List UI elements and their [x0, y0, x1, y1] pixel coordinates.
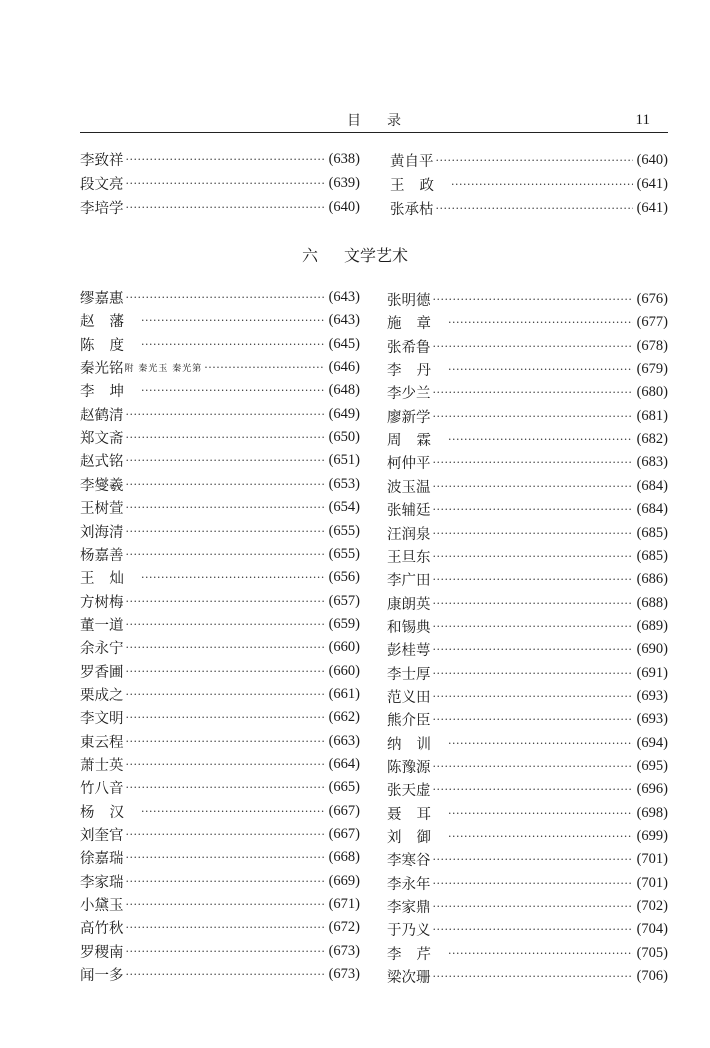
entry-name: 杨汉 — [80, 804, 139, 821]
toc-entry — [387, 522, 668, 545]
entry-page: (702) — [636, 898, 668, 915]
dot-leader — [204, 361, 324, 374]
entry-name: 张辅廷 — [387, 503, 431, 520]
dot-leader — [433, 690, 633, 703]
toc-entry — [80, 379, 360, 402]
entry-page: (656) — [328, 569, 360, 586]
dot-leader — [433, 480, 633, 493]
entry-name: 余永宁 — [80, 641, 124, 658]
entry-page: (655) — [328, 545, 360, 562]
entry-name: 范义田 — [387, 689, 431, 706]
toc-entry — [387, 475, 668, 498]
toc-entry — [80, 963, 360, 986]
entry-page: (661) — [328, 685, 360, 702]
dot-leader — [126, 201, 325, 214]
toc-entry — [387, 568, 668, 591]
entry-page: (667) — [328, 826, 360, 843]
entry-name: 张天虚 — [387, 783, 431, 800]
entry-page: (684) — [636, 501, 668, 518]
entry-page: (645) — [328, 335, 360, 352]
toc-entry — [387, 545, 668, 568]
toc-entry — [80, 940, 360, 963]
entry-page: (665) — [328, 779, 360, 796]
dot-leader — [433, 760, 633, 773]
entry-name: 陈豫源 — [387, 760, 431, 776]
entry-page: (695) — [636, 758, 668, 774]
dot-leader — [126, 945, 325, 958]
entry-page: (706) — [636, 968, 668, 985]
toc-entry — [387, 405, 668, 428]
entry-name: 栗成之 — [80, 687, 124, 704]
toc-entry — [387, 942, 668, 965]
entry-page: (685) — [636, 547, 668, 564]
dot-leader — [126, 968, 325, 981]
dot-leader — [433, 900, 633, 913]
entry-name: 李坤 — [80, 384, 139, 401]
toc-entry — [80, 496, 360, 519]
entry-name: 郑文斋 — [80, 431, 124, 448]
toc-entry — [80, 636, 360, 659]
entry-name: 王树萱 — [80, 501, 124, 518]
entry-page: (673) — [328, 942, 360, 959]
toc-entry — [387, 708, 668, 731]
entry-name: 黄自平 — [390, 154, 434, 170]
entry-name: 小黛玉 — [80, 898, 124, 915]
entry-name: 李永年 — [387, 876, 431, 893]
entry-name: 徐嘉瑞 — [80, 851, 124, 868]
toc-entry — [80, 426, 360, 449]
entry-name: 李培学 — [80, 201, 124, 217]
toc-entry — [387, 381, 668, 404]
dot-leader — [141, 314, 325, 327]
toc-entry — [80, 543, 360, 566]
entry-name: 李少兰 — [387, 386, 431, 403]
entry-name: 梁次珊 — [387, 970, 431, 987]
entry-name: 李家瑞 — [80, 874, 124, 891]
entry-name: 李广田 — [387, 573, 431, 590]
entry-page: (680) — [636, 384, 668, 401]
entry-name: 東云程 — [80, 734, 124, 751]
entry-name: 陈度 — [80, 337, 139, 354]
entry-page: (660) — [328, 639, 360, 656]
entry-name: 李寒谷 — [387, 853, 431, 870]
dot-leader — [433, 386, 633, 399]
entry-page: (663) — [328, 732, 360, 749]
page-number: 11 — [635, 112, 650, 128]
dot-leader — [126, 454, 325, 467]
dot-leader — [433, 573, 633, 586]
dot-leader — [433, 456, 633, 469]
entry-name: 柯仲平 — [387, 456, 431, 473]
entry-name: 李文明 — [80, 711, 124, 728]
entry-name: 高竹秋 — [80, 921, 124, 938]
dot-leader — [433, 550, 633, 563]
entry-name: 董一道 — [80, 617, 124, 634]
toc-entry — [80, 660, 360, 683]
dot-leader — [433, 970, 633, 983]
entry-page: (694) — [636, 734, 668, 751]
entry-page: (684) — [636, 477, 668, 494]
entry-name: 波玉温 — [387, 479, 431, 496]
toc-entry — [80, 172, 360, 195]
entry-name: 赵式铭 — [80, 454, 124, 471]
entry-page: (650) — [328, 429, 360, 446]
entry-name: 李燮羲 — [80, 477, 124, 494]
dot-leader — [141, 805, 325, 818]
toc-entry — [80, 823, 360, 846]
toc-entry — [80, 916, 360, 939]
toc-entry — [387, 872, 668, 895]
dot-leader — [448, 363, 633, 376]
dot-leader — [141, 384, 325, 397]
toc-entry — [80, 800, 360, 823]
entry-page: (641) — [636, 176, 668, 192]
entry-page: (696) — [636, 781, 668, 798]
dot-leader — [126, 595, 325, 608]
dot-leader — [141, 571, 325, 584]
entry-page: (681) — [636, 407, 668, 424]
dot-leader — [141, 338, 325, 351]
entry-name: 张明德 — [387, 293, 431, 309]
dot-leader — [448, 737, 633, 750]
dot-leader — [433, 597, 633, 610]
dot-leader — [126, 291, 325, 304]
dot-leader — [433, 877, 633, 890]
entry-name: 廖新学 — [387, 409, 431, 426]
toc-entry — [80, 148, 360, 171]
dot-leader — [126, 875, 325, 888]
entry-name: 罗香圃 — [80, 664, 124, 681]
entry-name: 秦光铭 — [80, 361, 124, 378]
toc-entry — [80, 520, 360, 543]
dot-leader — [433, 620, 633, 633]
toc-entry — [387, 358, 668, 381]
entry-name: 张承枯 — [390, 202, 434, 218]
toc-entry — [80, 356, 360, 379]
entry-name: 李士厚 — [387, 666, 431, 683]
toc-entry — [387, 311, 668, 334]
toc-entry — [387, 662, 668, 685]
toc-entry — [80, 893, 360, 916]
dot-leader — [126, 618, 325, 631]
toc-entry — [387, 778, 668, 801]
toc-entry — [387, 825, 668, 848]
toc-entry — [387, 965, 668, 988]
entry-page: (676) — [636, 291, 668, 307]
toc-entry — [387, 918, 668, 941]
dot-leader — [126, 781, 325, 794]
dot-leader — [448, 830, 633, 843]
dot-leader — [126, 735, 325, 748]
toc-entry — [387, 895, 668, 918]
toc-entry — [80, 730, 360, 753]
entry-name: 缪嘉惠 — [80, 291, 124, 307]
toc-entry — [80, 613, 360, 636]
entry-page: (651) — [328, 452, 360, 469]
toc-entry — [387, 288, 668, 311]
toc-entry — [390, 197, 668, 220]
section-number: 六 — [301, 246, 318, 265]
entry-name: 赵藩 — [80, 314, 139, 331]
entry-page: (640) — [328, 199, 360, 215]
entry-page: (673) — [328, 966, 360, 983]
entry-name: 闻一多 — [80, 968, 124, 985]
entry-name: 李丹 — [387, 363, 446, 380]
entry-name: 王灿 — [80, 571, 139, 588]
toc-entry — [80, 753, 360, 776]
dot-leader — [126, 641, 325, 654]
toc-entry — [80, 473, 360, 496]
entry-page: (677) — [636, 314, 668, 331]
toc-entry — [387, 685, 668, 708]
dot-leader — [126, 711, 325, 724]
entry-page: (671) — [328, 896, 360, 913]
entry-page: (688) — [636, 594, 668, 611]
header-title: 目录 — [347, 113, 427, 129]
entry-page: (662) — [328, 709, 360, 726]
entry-name: 竹八音 — [80, 781, 124, 798]
entry-page: (659) — [328, 615, 360, 632]
entry-page: (655) — [328, 522, 360, 539]
dot-leader — [126, 898, 325, 911]
entry-name: 于乃义 — [387, 923, 431, 940]
entry-attached-names: 附 秦光玉 秦光第 — [124, 364, 203, 375]
entry-name: 施章 — [387, 316, 446, 333]
toc-entry — [80, 196, 360, 219]
dot-leader — [448, 947, 633, 960]
toc-entry — [387, 755, 668, 778]
entry-page: (698) — [636, 804, 668, 821]
entry-name: 方树梅 — [80, 594, 124, 611]
dot-leader — [436, 154, 633, 167]
dot-leader — [126, 665, 325, 678]
entry-page: (701) — [636, 874, 668, 891]
dot-leader — [433, 527, 633, 540]
dot-leader — [448, 316, 633, 329]
toc-entry — [387, 848, 668, 871]
dot-leader — [126, 153, 325, 166]
entry-page: (668) — [328, 849, 360, 866]
entry-page: (705) — [636, 944, 668, 961]
toc-entry — [80, 309, 360, 332]
dot-leader — [448, 433, 633, 446]
toc-entry — [80, 706, 360, 729]
entry-page: (648) — [328, 382, 360, 399]
dot-leader — [126, 828, 325, 841]
toc-entry — [387, 732, 668, 755]
dot-leader — [433, 293, 633, 306]
entry-name: 赵鹤清 — [80, 407, 124, 424]
toc-entry — [80, 566, 360, 589]
entry-page: (704) — [636, 921, 668, 938]
entry-name: 刘御 — [387, 830, 446, 847]
entry-name: 张希鲁 — [387, 339, 431, 356]
dot-leader — [126, 758, 325, 771]
dot-leader — [433, 783, 633, 796]
toc-entry — [80, 333, 360, 356]
entry-page: (667) — [328, 802, 360, 819]
dot-leader — [126, 921, 325, 934]
entry-name: 聂耳 — [387, 806, 446, 823]
dot-leader — [126, 478, 325, 491]
toc-entry — [80, 870, 360, 893]
toc-entry — [80, 449, 360, 472]
entry-name: 康朗英 — [387, 596, 431, 613]
toc-entry — [80, 403, 360, 426]
entry-name: 刘海清 — [80, 524, 124, 541]
entry-page: (679) — [636, 361, 668, 378]
toc-entry — [387, 335, 668, 358]
dot-leader — [433, 667, 633, 680]
toc-entry — [80, 286, 360, 309]
dot-leader — [436, 202, 633, 215]
toc-entry — [80, 590, 360, 613]
entry-page: (689) — [636, 617, 668, 634]
dot-leader — [126, 548, 325, 561]
entry-page: (638) — [328, 151, 360, 167]
section-heading — [0, 243, 710, 266]
entry-name: 刘奎官 — [80, 828, 124, 845]
toc-entry — [387, 615, 668, 638]
entry-name: 汪润泉 — [387, 526, 431, 543]
entry-page: (699) — [636, 828, 668, 845]
entry-name: 李致祥 — [80, 153, 124, 169]
dot-leader — [126, 501, 325, 514]
entry-page: (664) — [328, 756, 360, 772]
entry-name: 熊介臣 — [387, 713, 431, 730]
entry-name: 萧士英 — [80, 758, 124, 774]
entry-name: 段文亮 — [80, 177, 124, 193]
entry-page: (672) — [328, 919, 360, 936]
toc-entry — [387, 592, 668, 615]
entry-name: 李家鼎 — [387, 900, 431, 917]
toc-entry — [80, 846, 360, 869]
toc-entry — [390, 173, 668, 196]
entry-page: (683) — [636, 454, 668, 471]
dot-leader — [126, 177, 325, 190]
dot-leader — [451, 178, 633, 191]
entry-name: 罗稷南 — [80, 944, 124, 961]
dot-leader — [126, 408, 325, 421]
toc-entry — [80, 683, 360, 706]
dot-leader — [126, 431, 325, 444]
dot-leader — [433, 713, 633, 726]
entry-page: (693) — [636, 711, 668, 728]
entry-page: (640) — [636, 152, 668, 168]
entry-page: (701) — [636, 851, 668, 868]
entry-page: (649) — [328, 405, 360, 422]
toc-entry — [80, 776, 360, 799]
entry-page: (669) — [328, 872, 360, 889]
entry-page: (643) — [328, 312, 360, 329]
dot-leader — [433, 340, 633, 353]
entry-page: (686) — [636, 571, 668, 588]
entry-page: (678) — [636, 337, 668, 354]
dot-leader — [433, 923, 633, 936]
entry-page: (690) — [636, 641, 668, 658]
entry-name: 李芹 — [387, 946, 446, 963]
entry-name: 彭桂萼 — [387, 643, 431, 660]
entry-name: 杨嘉善 — [80, 547, 124, 564]
toc-entry — [387, 638, 668, 661]
dot-leader — [126, 688, 325, 701]
entry-page: (657) — [328, 592, 360, 609]
dot-leader — [126, 525, 325, 538]
dot-leader — [448, 807, 633, 820]
toc-entry — [387, 451, 668, 474]
entry-name: 纳训 — [387, 736, 446, 753]
dot-leader — [433, 853, 633, 866]
entry-page: (691) — [636, 664, 668, 681]
entry-page: (639) — [328, 175, 360, 191]
page-header — [80, 108, 668, 133]
dot-leader — [433, 410, 633, 423]
entry-name: 王政 — [390, 178, 449, 194]
entry-page: (653) — [328, 475, 360, 492]
entry-page: (646) — [328, 359, 360, 376]
entry-name: 周霖 — [387, 433, 446, 450]
entry-page: (654) — [328, 499, 360, 516]
entry-page: (693) — [636, 687, 668, 704]
dot-leader — [126, 851, 325, 864]
entry-name: 王旦东 — [387, 549, 431, 566]
entry-page: (685) — [636, 524, 668, 541]
toc-entry — [387, 498, 668, 521]
entry-page: (643) — [328, 289, 360, 305]
toc-entry — [390, 149, 668, 172]
entry-page: (682) — [636, 431, 668, 448]
dot-leader — [433, 643, 633, 656]
section-title: 文学艺术 — [344, 246, 409, 265]
entry-name: 和锡典 — [387, 619, 431, 636]
toc-entry — [387, 428, 668, 451]
entry-page: (641) — [636, 200, 668, 216]
entry-page: (660) — [328, 662, 360, 679]
dot-leader — [433, 503, 633, 516]
toc-entry — [387, 802, 668, 825]
